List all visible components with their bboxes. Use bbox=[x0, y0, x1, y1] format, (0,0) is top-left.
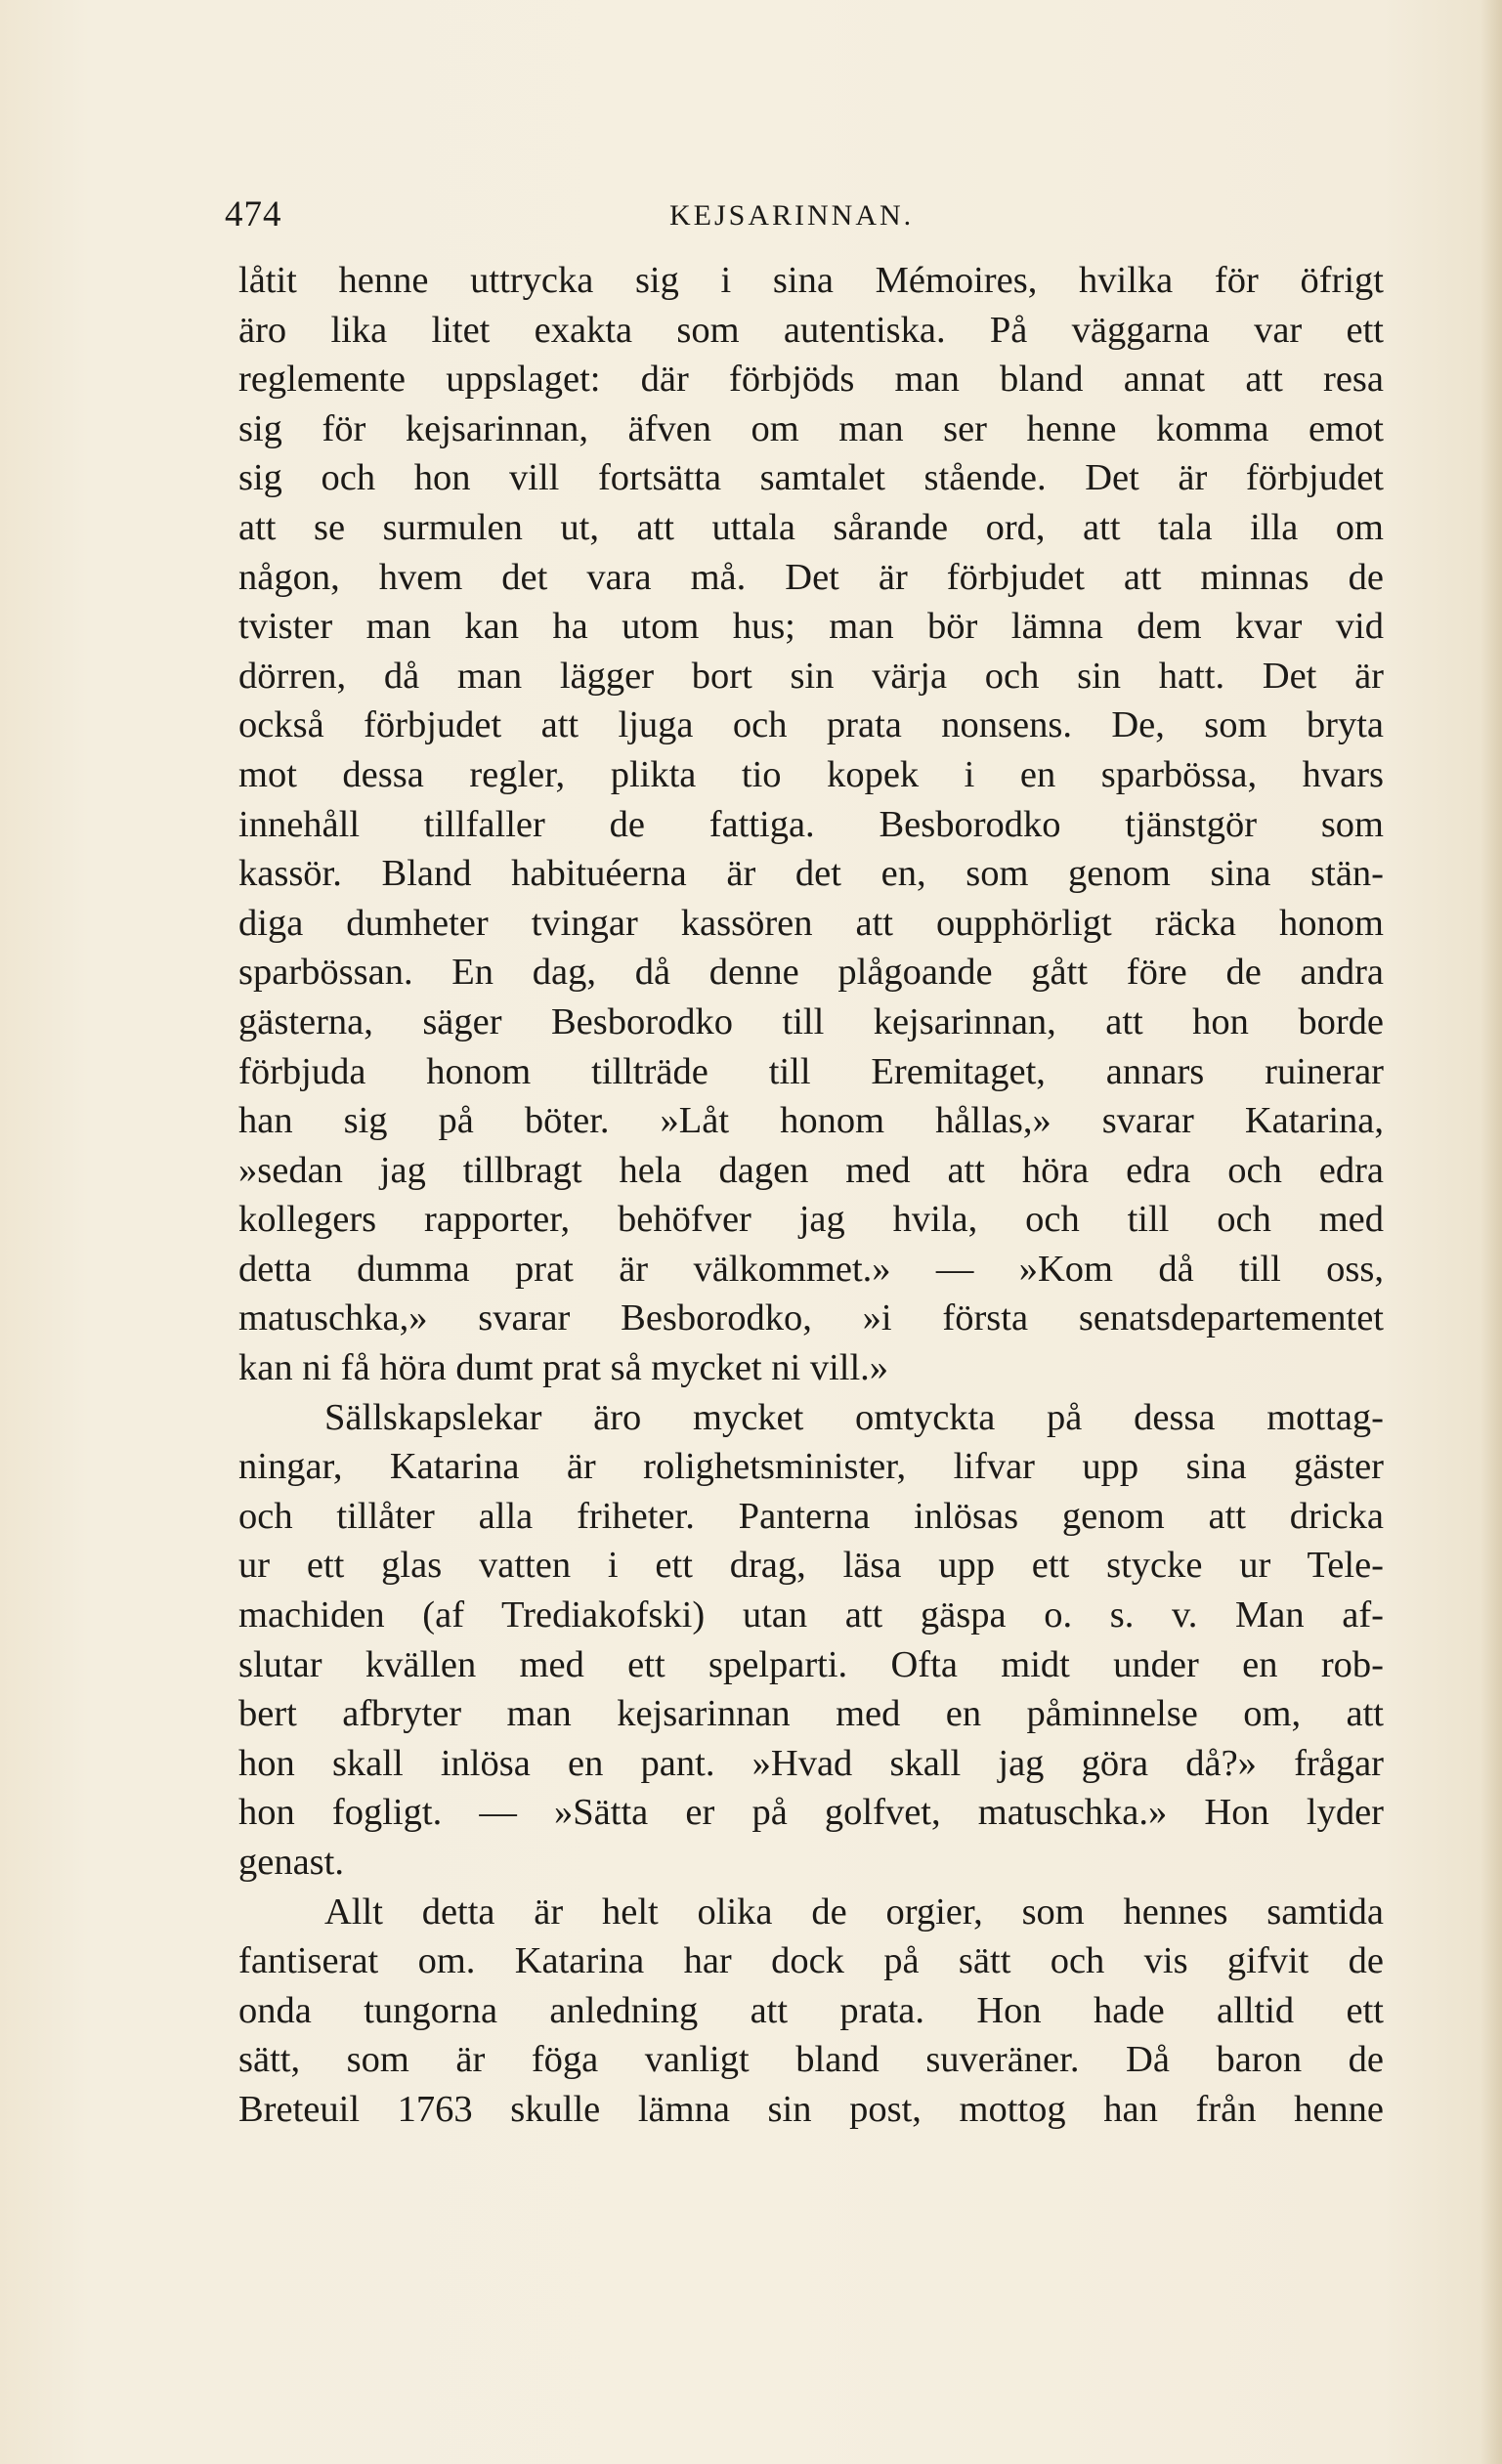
page-edge-shadow bbox=[1481, 0, 1502, 2464]
text-line: innehåll tillfaller de fattiga. Besborodko tjänstgör som bbox=[238, 803, 1384, 845]
text-line: kan ni få höra dumt prat så mycket ni vill.» bbox=[238, 1347, 889, 1389]
text-line: också förbjudet att ljuga och prata nonsens. De, som bryta bbox=[238, 704, 1384, 746]
text-line: gästerna, säger Besborodko till kejsarinnan, att hon borde bbox=[238, 1000, 1384, 1042]
text-line: genast. bbox=[238, 1842, 344, 1883]
text-line: sig för kejsarinnan, äfven om man ser henne komma emot bbox=[238, 407, 1384, 449]
text-line: hon fogligt. — »Sätta er på golfvet, matuschka.» Hon lyder bbox=[238, 1792, 1384, 1834]
text-line: tvister man kan ha utom hus; man bör lämna dem kvar vid bbox=[238, 606, 1384, 648]
text-line: slutar kvällen med ett spelparti. Ofta midt under en rob- bbox=[238, 1643, 1384, 1685]
page-header bbox=[225, 193, 1397, 242]
text-line: ningar, Katarina är rolighetsminister, lifvar upp sina gäster bbox=[238, 1446, 1384, 1488]
text-line: och tillåter alla friheter. Panterna inlösas genom att dricka bbox=[238, 1495, 1384, 1537]
text-line: Sällskapslekar äro mycket omtyckta på dessa mottag- bbox=[324, 1396, 1384, 1438]
text-line: förbjuda honom tillträde till Eremitaget, annars ruinerar bbox=[238, 1050, 1384, 1092]
text-line: detta dumma prat är välkommet.» — »Kom då till oss, bbox=[238, 1248, 1384, 1290]
text-line: machiden (af Trediakofski) utan att gäspa o. s. v. Man af- bbox=[238, 1594, 1384, 1636]
text-line: låtit henne uttrycka sig i sina Mémoires, hvilka för öfrigt bbox=[238, 260, 1384, 301]
text-line: någon, hvem det vara må. Det är förbjudet att minnas de bbox=[238, 556, 1384, 598]
running-head: KEJSARINNAN. bbox=[669, 199, 915, 232]
text-line: bert afbryter man kejsarinnan med en påminnelse om, att bbox=[238, 1693, 1384, 1735]
text-line: »sedan jag tillbragt hela dagen med att höra edra och edra bbox=[238, 1149, 1384, 1191]
text-line: ur ett glas vatten i ett drag, läsa upp ett stycke ur Tele- bbox=[238, 1545, 1384, 1587]
text-line: fantiserat om. Katarina har dock på sätt och vis gifvit de bbox=[238, 1940, 1384, 1982]
text-line: dörren, då man lägger bort sin värja och sin hatt. Det är bbox=[238, 655, 1384, 697]
text-line: matuschka,» svarar Besborodko, »i första senatsdepartementet bbox=[238, 1297, 1384, 1339]
text-line: Breteuil 1763 skulle lämna sin post, mottog han från henne bbox=[238, 2088, 1384, 2130]
text-line: kollegers rapporter, behöfver jag hvila, och till och med bbox=[238, 1199, 1384, 1241]
text-line: sig och hon vill fortsätta samtalet stående. Det är förbjudet bbox=[238, 457, 1384, 499]
text-line: sätt, som är föga vanligt bland suveräner. Då baron de bbox=[238, 2039, 1384, 2081]
text-line: kassör. Bland habituéerna är det en, som genom sina stän- bbox=[238, 853, 1384, 895]
text-line: onda tungorna anledning att prata. Hon hade alltid ett bbox=[238, 1989, 1384, 2031]
text-line: han sig på böter. »Låt honom hållas,» svarar Katarina, bbox=[238, 1100, 1384, 1142]
text-line: hon skall inlösa en pant. »Hvad skall jag göra då?» frågar bbox=[238, 1742, 1384, 1784]
text-line: äro lika litet exakta som autentiska. På väggarna var ett bbox=[238, 309, 1384, 351]
body-text bbox=[238, 256, 1384, 2135]
text-line: Allt detta är helt olika de orgier, som hennes samtida bbox=[324, 1890, 1384, 1933]
text-line: sparbössan. En dag, då denne plågoande gått före de andra bbox=[238, 952, 1384, 994]
page-number: 474 bbox=[225, 194, 282, 234]
text-line: mot dessa regler, plikta tio kopek i en sparbössa, hvars bbox=[238, 753, 1384, 795]
text-line: diga dumheter tvingar kassören att oupphörligt räcka honom bbox=[238, 902, 1384, 944]
text-line: att se surmulen ut, att uttala sårande ord, att tala illa om bbox=[238, 506, 1384, 548]
text-line: reglemente uppslaget: där förbjöds man bland annat att resa bbox=[238, 359, 1384, 401]
